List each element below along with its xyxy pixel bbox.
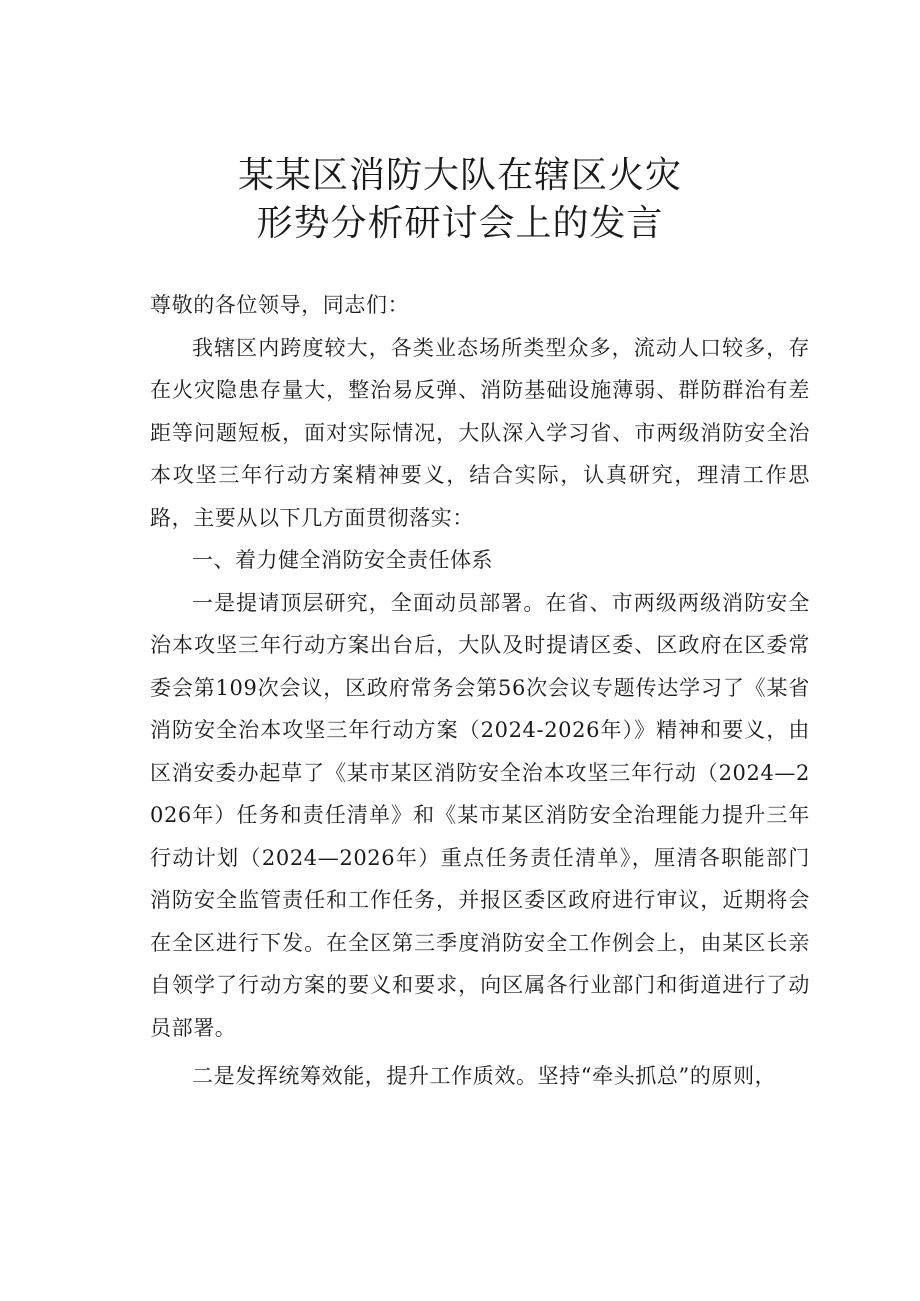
title-line-2: 形势分析研讨会上的发言 [256, 203, 664, 244]
document-body [150, 284, 810, 1098]
document-title [0, 152, 920, 248]
section-1-heading: 一、着力健全消防安全责任体系 [192, 548, 493, 572]
salutation: 尊敬的各位领导，同志们： [150, 293, 410, 317]
title-line-1: 某某区消防大队在辖区火灾 [237, 155, 682, 196]
intro-paragraph: 我辖区内跨度较大，各类业态场所类型众多，流动人口较多，存在火灾隐患存量大，整治易反弹、消防基础设施薄弱、群防群治有差距等问题短板，面对实际情况，大队深入学习省、市两级消防安全治本攻坚三年行动方案精神要义，结合实际，认真研究，理清工作思路，主要从以下几方面贯彻落实： [150, 335, 810, 530]
section-1-paragraph-1: 一是提请顶层研究，全面动员部署。在省、市两级两级消防安全治本攻坚三年行动方案出台后，大队及时提请区委、区政府在区委常委会第109次会议，区政府常务会第56次会议专题传达学习了《某省消防安全治本攻坚三年行动方案（2024-2026年）》精神和要义，由区消安委办起草了《某市某区消防安全治本攻坚三年行动（2024—2026年）任务和责任清单》和《某市某区消防安全治理能力提升三年行动计划（2024—2026年）重点任务责任清单》，厘清各职能部门消防安全监管责任和工作任务，并报区委区政府进行审议，近期将会在全区进行下发。在全区第三季度消防安全工作例会上，由某区长亲自领学了行动方案的要义和要求，向区属各行业部门和街道进行了动员部署。 [150, 590, 810, 1040]
section-1-paragraph-2: 二是发挥统筹效能，提升工作质效。坚持“牵头抓总”的原则， [192, 1064, 777, 1088]
